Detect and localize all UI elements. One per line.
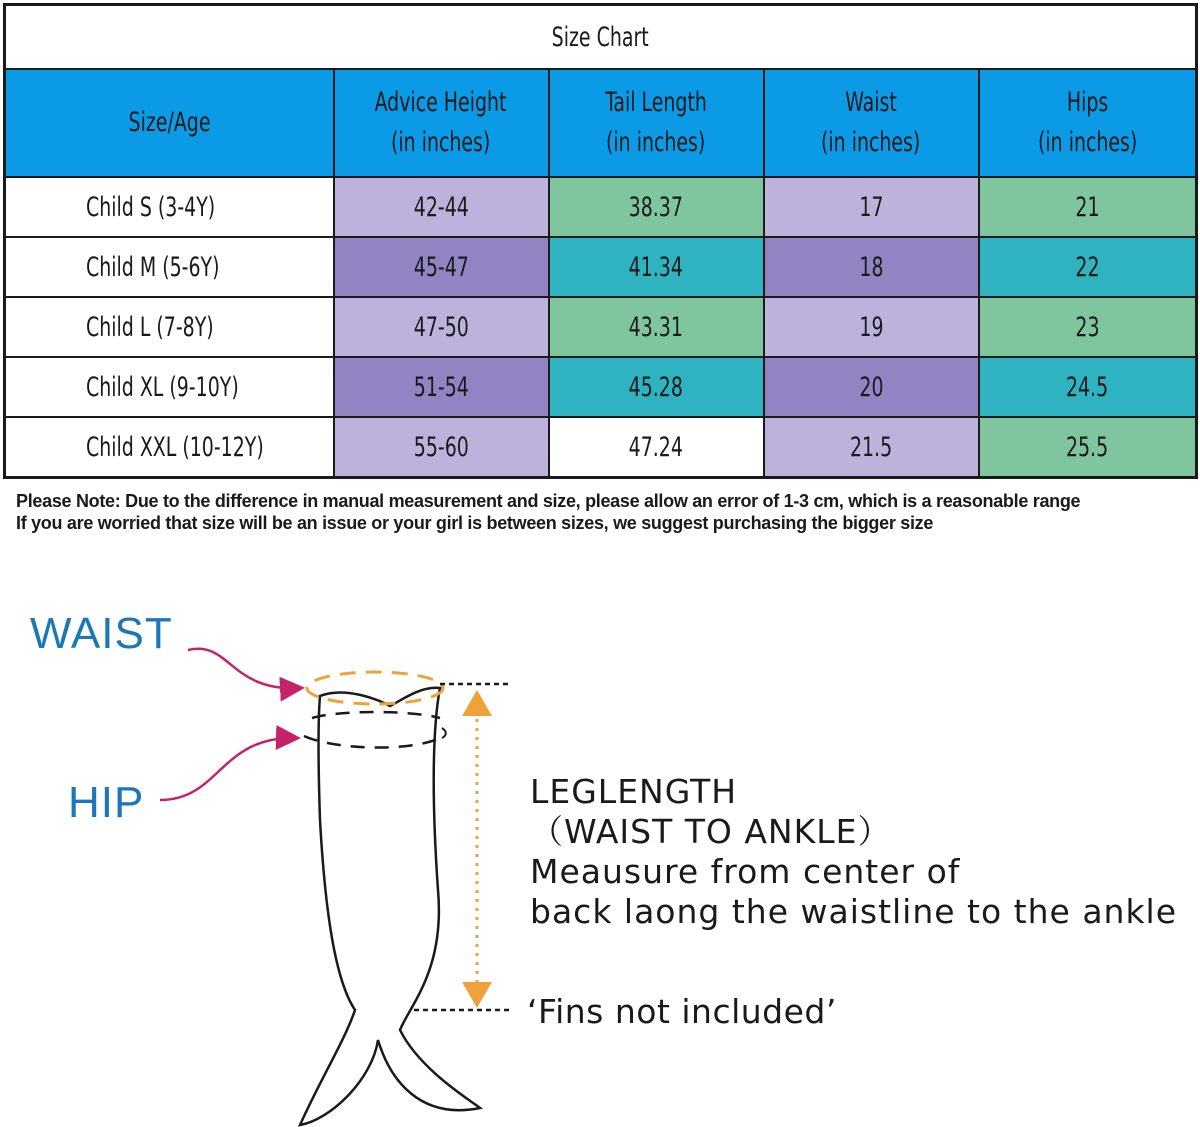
height-cell: 51-54 xyxy=(334,357,549,417)
note-line-2: If you are worried that size will be an issue or your girl is between sizes, we suggest purchasing the bigger size xyxy=(16,513,934,533)
header-hips: Hips (in inches) xyxy=(979,69,1197,177)
tail-length-cell: 38.37 xyxy=(549,177,764,237)
table-row xyxy=(5,357,1197,417)
tail-length-cell: 43.31 xyxy=(549,297,764,357)
fins-note: ‘Fins not included’ xyxy=(527,992,837,1031)
hips-cell: 24.5 xyxy=(979,357,1197,417)
waist-arrow xyxy=(188,649,300,689)
waist-label: WAIST xyxy=(30,609,173,658)
tail-length-cell: 41.34 xyxy=(549,237,764,297)
height-cell: 55-60 xyxy=(334,417,549,478)
hips-cell: 22 xyxy=(979,237,1197,297)
waist-cell: 19 xyxy=(764,297,979,357)
height-cell: 47-50 xyxy=(334,297,549,357)
hip-label: HIP xyxy=(68,778,145,827)
waist-cell: 17 xyxy=(764,177,979,237)
leg-length-arrow-bottom xyxy=(462,982,492,1008)
tail-outline xyxy=(300,688,480,1125)
hip-dashes-lower xyxy=(304,736,440,748)
hips-cell: 25.5 xyxy=(979,417,1197,478)
hips-cell: 23 xyxy=(979,297,1197,357)
size-chart-title: Size Chart xyxy=(5,5,1197,70)
leg-length-arrow-top xyxy=(462,690,492,716)
tail-length-cell: 47.24 xyxy=(549,417,764,478)
size-chart-table xyxy=(3,3,1198,479)
hips-cell: 21 xyxy=(979,177,1197,237)
leg-length-description xyxy=(530,772,1177,932)
table-row xyxy=(5,297,1197,357)
size-cell: Child L (7-8Y) xyxy=(5,297,334,357)
waist-cell: 20 xyxy=(764,357,979,417)
waist-cell: 18 xyxy=(764,237,979,297)
desc-line: back laong the waistline to the ankle xyxy=(530,892,1178,931)
measurement-diagram xyxy=(0,560,1200,1127)
header-row xyxy=(5,69,1197,177)
height-cell: 42-44 xyxy=(334,177,549,237)
waist-cell: 21.5 xyxy=(764,417,979,478)
hip-bracket-right xyxy=(442,728,446,738)
table-row xyxy=(5,237,1197,297)
size-cell: Child XL (9-10Y) xyxy=(5,357,334,417)
measurement-note xyxy=(16,490,1196,534)
header-waist: Waist (in inches) xyxy=(764,69,979,177)
table-row xyxy=(5,417,1197,478)
header-tail-length: Tail Length (in inches) xyxy=(549,69,764,177)
desc-line: Meausure from center of xyxy=(530,852,961,891)
hip-dashes-upper xyxy=(312,712,440,718)
header-advice-height: Advice Height (in inches) xyxy=(334,69,549,177)
header-size-age: Size/Age xyxy=(5,69,334,177)
size-cell: Child XXL (10-12Y) xyxy=(5,417,334,478)
desc-line: LEGLENGTH xyxy=(530,772,738,811)
hip-arrow xyxy=(160,738,296,800)
size-cell: Child M (5-6Y) xyxy=(5,237,334,297)
size-cell: Child S (3-4Y) xyxy=(5,177,334,237)
table-row xyxy=(5,177,1197,237)
height-cell: 45-47 xyxy=(334,237,549,297)
tail-length-cell: 45.28 xyxy=(549,357,764,417)
note-line-1: Please Note: Due to the difference in manual measurement and size, please allow an error of 1-3 cm, which is a reasonable range xyxy=(16,491,1081,511)
desc-line: （WAIST TO ANKLE） xyxy=(530,812,892,851)
